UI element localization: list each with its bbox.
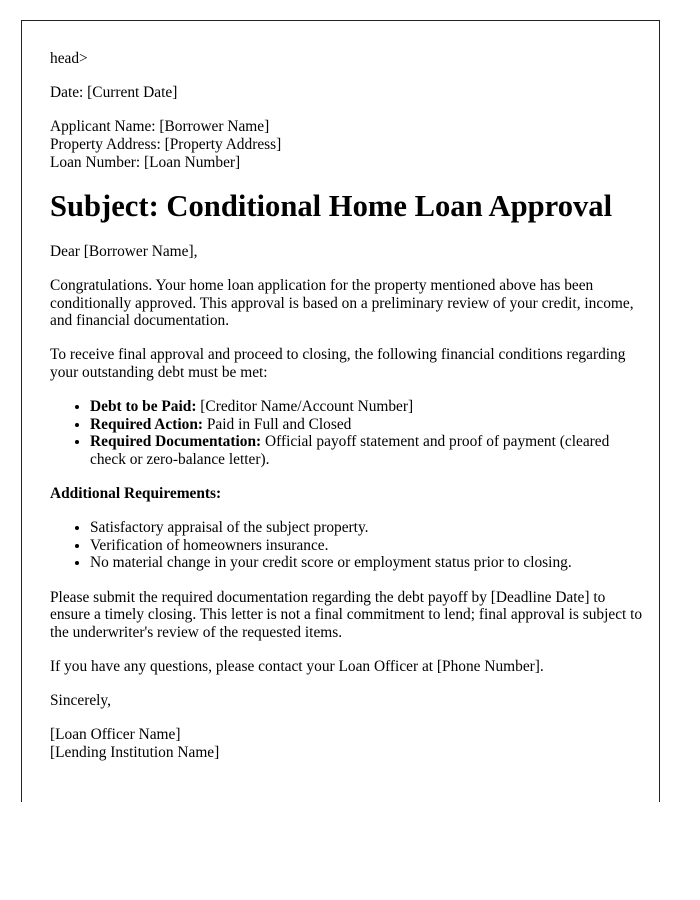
conditions-list <box>50 398 645 468</box>
condition-item <box>90 416 645 434</box>
loan-number-line: Loan Number: [Loan Number] <box>50 153 241 171</box>
condition-label: Debt to be Paid: <box>90 398 197 416</box>
lending-institution-name: [Lending Institution Name] <box>50 743 220 761</box>
condition-item <box>90 398 645 416</box>
condition-label: Required Action: <box>90 415 204 433</box>
conditions-intro-paragraph: To receive final approval and proceed to closing, the following financial conditions regarding your outstanding debt must be met: <box>50 346 626 381</box>
applicant-block <box>50 118 645 171</box>
additional-requirements-list <box>50 519 645 572</box>
condition-label: Required Documentation: <box>90 433 262 451</box>
closing-salutation: Sincerely, <box>50 692 111 710</box>
requirement-item: • Satisfactory appraisal of the subject property. <box>90 519 645 537</box>
submit-paragraph: Please submit the required documentation regarding the debt payoff by [Deadline Date] to ensure a timely closing. This letter is not a final commitment to lend; final approval is subject to the underwriter's review of the requested items. <box>50 588 643 641</box>
letter-content <box>50 50 645 762</box>
greeting: Dear [Borrower Name], <box>50 242 198 260</box>
condition-item <box>90 433 645 468</box>
condition-value: Paid in Full and Closed <box>203 415 352 433</box>
questions-paragraph: If you have any questions, please contact your Loan Officer at [Phone Number]. <box>50 658 544 675</box>
property-address-line: Property Address: [Property Address] <box>50 135 282 153</box>
applicant-name-line: Applicant Name: [Borrower Name] <box>50 118 270 136</box>
requirement-item: • No material change in your credit score or employment status prior to closing. <box>90 554 645 572</box>
letter-page <box>21 20 660 802</box>
condition-value: [Creditor Name/Account Number] <box>196 398 414 416</box>
date-line: Date: [Current Date] <box>50 84 178 102</box>
requirement-item: • Verification of homeowners insurance. <box>90 537 645 555</box>
additional-requirements-label: Additional Requirements: <box>50 485 222 503</box>
intro-paragraph: Congratulations. Your home loan application for the property mentioned above has been conditionally approved. This approval is based on a preliminary review of your credit, income, and financial documentation. <box>50 276 634 330</box>
subject-heading: Subject: Conditional Home Loan Approval <box>50 188 613 223</box>
signature-block <box>50 726 645 761</box>
stray-markup-text: head> <box>50 50 88 67</box>
additional-requirements-heading <box>50 485 645 503</box>
loan-officer-name: [Loan Officer Name] <box>50 726 181 744</box>
condition-value: Official payoff statement and proof of payment (cleared check or zero-balance letter). <box>90 433 610 468</box>
